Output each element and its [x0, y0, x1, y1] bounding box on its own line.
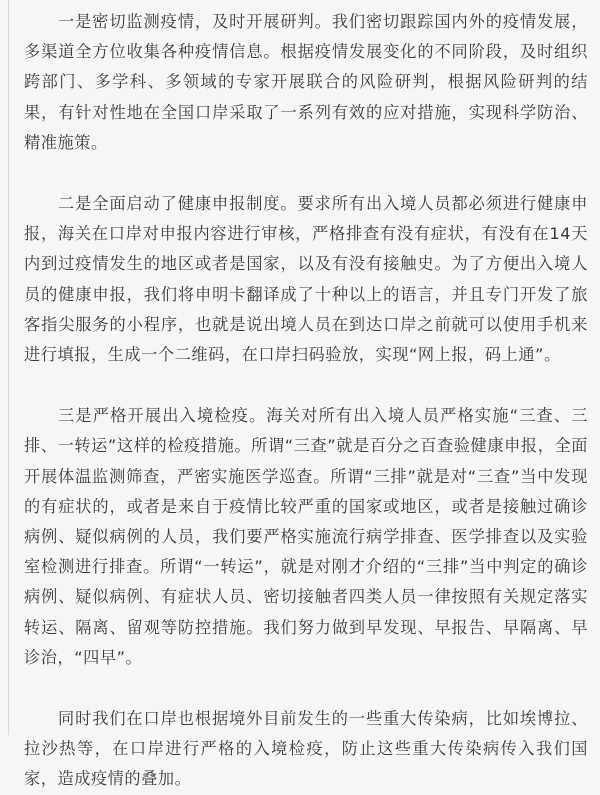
paragraph-major-diseases: 同时我们在口岸也根据境外目前发生的一些重大传染病，比如埃博拉、拉沙热等，在口岸进行严格的入境检疫，防止这些重大传染病传入我们国家，造成疫情的叠加。: [24, 709, 588, 789]
article-body: [8, 0, 600, 789]
paragraph-monitoring: 一是密切监测疫情，及时开展研判。我们密切跟踪国内外的疫情发展，多渠道全方位收集各种疫情信息。根据疫情发展变化的不同阶段，及时组织跨部门、多学科、多领域的专家开展联合的风险研判，根据风险研判的结果，有针对性地在全国口岸采取了一系列有效的应对措施，实现科学防治、精准施策。: [24, 12, 588, 152]
paragraph-health-declaration: 二是全面启动了健康申报制度。要求所有出入境人员都必须进行健康申报，海关在口岸对申报内容进行审核，严格排查有没有症状，有没有在14天内到过疫情发生的地区或者是国家，以及有没有接触史。为了方便出入境人员的健康申报，我们将申明卡翻译成了十种以上的语言，并且专门开发了旅客指尖服务的小程序，也就是说出境人员在到达口岸之前就可以使用手机来进行填报，生成一个二维码，在口岸扫码验放，实现“网上报，码上通”。: [24, 194, 588, 365]
paragraph-entry-exit-quarantine: 三是严格开展出入境检疫。海关对所有出入境人员严格实施“三查、三排、一转运”这样的检疫措施。所谓“三查”就是百分之百查验健康申报，全面开展体温监测筛查，严密实施医学巡查。所谓“三排”就是对“三查”当中发现的有症状的，或者是来自于疫情比较严重的国家或地区，或者是接触过确诊病例、疑似病例的人员，我们要严格实施流行病学排查、医学排查以及实验室检测进行排查。所谓“一转运”，就是对刚才介绍的“三排”当中判定的确诊病例、疑似病例、有症状人员、密切接触者四类人员一律按照有关规定落实转运、隔离、留观等防控措施。我们努力做到早发现、早报告、早隔离、早诊治，“四早”。: [24, 406, 588, 667]
